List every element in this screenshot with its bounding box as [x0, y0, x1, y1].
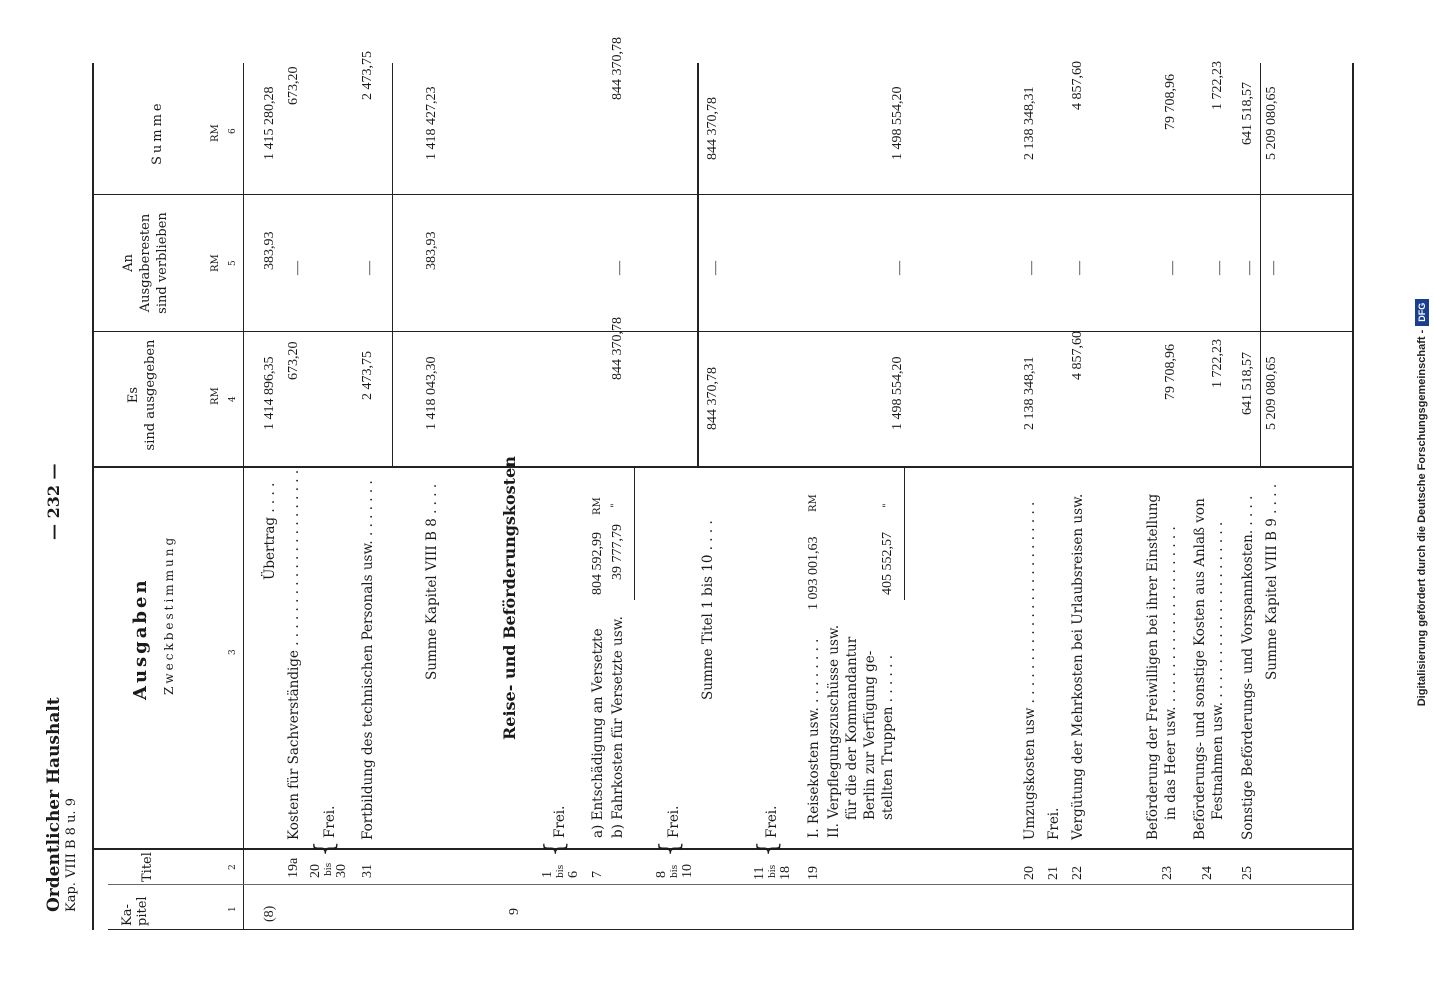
r19-rm-mark: RM	[808, 494, 819, 512]
r19-ii-line1: II. Verpflegungszuschüsse usw.	[826, 624, 842, 838]
r21-text: Frei.	[1046, 807, 1062, 840]
uebertrag-c4: 1 414 896,35	[262, 356, 277, 430]
titel-1: 1	[540, 871, 555, 878]
titel-31: 31	[360, 864, 375, 878]
titel-19: 19	[806, 866, 821, 880]
r23-c4: 79 708,96	[1163, 344, 1178, 400]
titel-22: 22	[1070, 866, 1085, 880]
r20-c4: 2 138 348,31	[1022, 356, 1037, 430]
sum1-10-rule	[697, 63, 699, 468]
col-rule-2	[108, 884, 1353, 885]
uebertrag-c6: 1 415 280,28	[262, 86, 277, 160]
r25-text: Sonstige Beförderungs- und Vorspannkosten. . . . .	[1240, 495, 1256, 840]
header-kapitel: Ka- pitel	[120, 896, 150, 926]
col-number-2: 2	[228, 864, 238, 870]
col-number-3: 3	[228, 649, 238, 655]
r19-ii-line3: Berlin zur Verfügung ge-	[862, 650, 878, 820]
brace-20-30: {	[310, 840, 340, 857]
table-bottom-rule	[1352, 63, 1354, 930]
sum8-text: Summe Kapitel VIII B 8 . . . .	[424, 483, 440, 680]
credit-strip	[1410, 5, 1434, 1000]
r7-subtotal-rule	[634, 468, 635, 600]
r24-c4: 1 722,23	[1210, 339, 1225, 388]
sum9-text: Summe Kapitel VIII B 9 . . . .	[1264, 483, 1280, 680]
sum9-c4: 5 209 080,65	[1264, 356, 1279, 430]
frei-8-10: Frei.	[666, 805, 682, 838]
r7-b-text: b) Fahrkosten für Versetzte usw.	[610, 616, 626, 838]
r19-ii-line2: für die der Kommandantur	[844, 636, 860, 820]
titel-7: 7	[590, 871, 605, 878]
header-summe: Summe	[150, 100, 165, 165]
titel-18: 18	[778, 866, 793, 880]
titel-19a: 19a	[286, 857, 301, 878]
page-number: — 232 —	[44, 463, 63, 540]
r19-ii-line4: stellten Truppen . . . . . .	[880, 655, 896, 820]
r19-ditto-mark: "	[882, 503, 893, 508]
r24-c6: 1 722,23	[1210, 61, 1225, 110]
kapitel-8: (8)	[262, 905, 277, 922]
col-number-6: 6	[228, 128, 238, 134]
col-rule-0	[108, 929, 1353, 930]
header-ausgaben: Ausgaben	[130, 577, 151, 700]
r19-c4: 1 498 554,20	[890, 356, 905, 430]
col-number-5: 5	[228, 260, 238, 266]
brace-11-18: {	[753, 840, 783, 857]
frei-1-6: Frei.	[552, 805, 568, 838]
sum1-10-c6: 844 370,78	[705, 97, 720, 160]
r23-text1: Beförderung der Freiwilligen bei ihrer Einstellung	[1145, 493, 1161, 840]
header-zweckbestimmung: Zweckbestimmung	[162, 534, 176, 695]
r22-c4: 4 857,60	[1070, 331, 1085, 380]
r19-c6: 1 498 554,20	[890, 86, 905, 160]
brace-8-10: {	[655, 840, 685, 857]
credit-text	[1410, 5, 1434, 1000]
sum1-10-text: Summe Titel 1 bis 10 . . . .	[700, 520, 716, 700]
r7-a-value: 804 592,99	[590, 532, 605, 595]
uebertrag-label: Übertrag . . . .	[262, 482, 278, 580]
r7-b-value: 39 777,79	[610, 524, 625, 580]
sum1-10-c5: —	[708, 261, 723, 275]
sum1-10-c4: 844 370,78	[705, 367, 720, 430]
col-number-1: 1	[228, 906, 238, 912]
r22-c6: 4 857,60	[1070, 61, 1085, 110]
titel-11-bis: bis	[768, 864, 778, 878]
brace-1-6: {	[540, 840, 570, 857]
r24-text1: Beförderungs- und sonstige Kosten aus Anlaß von	[1192, 498, 1208, 840]
r31-c4: 2 473,75	[360, 351, 375, 400]
r24-text2: Festnahmen usw. . . . . . . . . . . . . . . . . . . . . .	[1210, 521, 1226, 820]
col-rule-5	[92, 194, 1352, 195]
r7-c5: —	[612, 261, 627, 275]
r7-c4: 844 370,78	[610, 317, 625, 380]
unit-rm-c6: RM	[210, 124, 221, 142]
r20-text: Umzugskosten usw . . . . . . . . . . . . . . . . . . . . . . . .	[1022, 501, 1038, 840]
r19a-c5: —	[290, 261, 305, 275]
titel-30: 30	[334, 864, 349, 878]
r23-c6: 79 708,96	[1163, 74, 1178, 130]
col-number-4: 4	[228, 396, 238, 402]
titel-25: 25	[1240, 866, 1255, 880]
sum8-c4: 1 418 043,30	[424, 356, 439, 430]
r23-text2: in das Heer usw. . . . . . . . . . . . . . . . . . . . . .	[1163, 526, 1179, 820]
running-subtitle: Kap. VIII B 8 u. 9	[64, 798, 79, 912]
titel-6: 6	[566, 871, 581, 878]
r31-c5: —	[362, 261, 377, 275]
r7-a-text: a) Entschädigung an Versetzte	[590, 628, 606, 838]
kapitel-9: 9	[507, 908, 522, 915]
r24-c5: —	[1212, 261, 1227, 275]
sum9-rule	[1260, 63, 1261, 468]
unit-rm-c5: RM	[210, 254, 221, 272]
r25-c6: 641 518,57	[1240, 82, 1255, 145]
r7-ditto-mark: "	[610, 503, 621, 508]
frei-11-18: Frei.	[764, 805, 780, 838]
dfg-logo: DFG	[1415, 299, 1429, 326]
r19-c5: —	[892, 261, 907, 275]
r22-text: Vergütung der Mehrkosten bei Urlaubsreisen usw.	[1070, 493, 1086, 840]
r19-ii-value: 405 552,57	[880, 532, 895, 595]
titel-21: 21	[1046, 866, 1061, 880]
col-rule-4	[92, 331, 1352, 332]
header-ausgegeben: Es sind ausgegeben	[126, 339, 158, 451]
titel-11: 11	[752, 866, 767, 880]
sum8-c5: 383,93	[424, 231, 439, 270]
r23-c5: —	[1165, 261, 1180, 275]
uebertrag-c5: 383,93	[262, 231, 277, 270]
r19-i-text: I. Reisekosten usw. . . . . . . . .	[806, 638, 822, 838]
r19a-c6: 673,20	[286, 66, 301, 105]
r20-c6: 2 138 348,31	[1022, 86, 1037, 160]
sum9-c6: 5 209 080,65	[1264, 86, 1279, 160]
titel-10: 10	[680, 864, 695, 878]
running-title: Ordentlicher Haushalt	[44, 697, 64, 912]
r20-c5: —	[1024, 261, 1039, 275]
sum8-c6: 1 418 427,23	[424, 86, 439, 160]
titel-8: 8	[654, 871, 669, 878]
r19-subtotal-rule	[904, 468, 905, 600]
col-rule-1	[92, 848, 1352, 850]
titel-23: 23	[1160, 866, 1175, 880]
col-rule-3	[92, 466, 1352, 468]
credit-label: Digitalisierung gefördert durch die Deutsche Forschungsgemeinschaft -	[1416, 329, 1428, 707]
titel-20-b9: 20	[1022, 866, 1037, 880]
r22-c5: —	[1072, 261, 1087, 275]
titel-24: 24	[1200, 866, 1215, 880]
section-9-heading: Reise- und Beförderungskosten	[500, 456, 519, 740]
r31-text: Fortbildung des technischen Personals usw. . . . . . . .	[360, 480, 376, 840]
r19a-text: Kosten für Sachverständige . . . . . . . . . . . . . . . . . . . . .	[286, 469, 302, 840]
header-ausgabereste: An Ausgaberesten sind verblieben	[121, 212, 170, 314]
r25-c4: 641 518,57	[1240, 352, 1255, 415]
r19a-c4: 673,20	[286, 341, 301, 380]
sum8-rule	[392, 63, 393, 468]
titel-1-bis: bis	[556, 864, 566, 878]
r19-i-value: 1 093 001,63	[806, 536, 821, 610]
r7-rm-mark: RM	[592, 497, 603, 515]
r7-c6: 844 370,78	[610, 37, 625, 100]
titel-20-bis: bis	[324, 862, 334, 876]
r25-c5: —	[1242, 261, 1257, 275]
sum9-c5: —	[1266, 261, 1281, 275]
titel-20: 20	[308, 864, 323, 878]
unit-rm-c4: RM	[210, 387, 221, 405]
r31-c6: 2 473,75	[360, 51, 375, 100]
header-titel: Titel	[140, 852, 155, 882]
frei-20-30: Frei.	[322, 805, 338, 838]
titel-8-bis: bis	[670, 864, 680, 878]
